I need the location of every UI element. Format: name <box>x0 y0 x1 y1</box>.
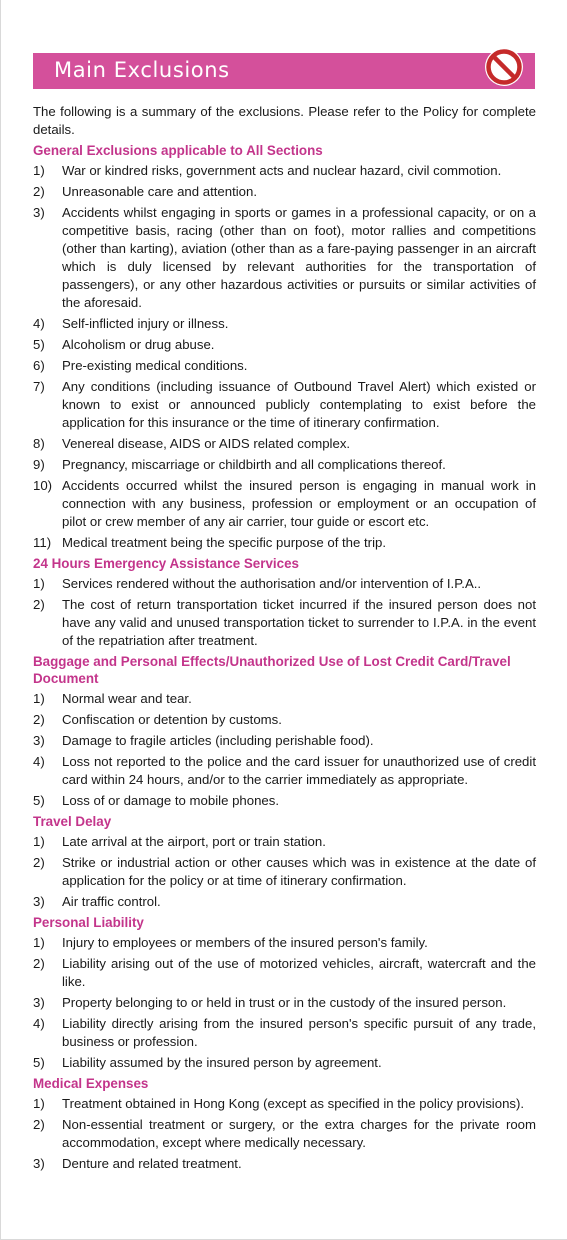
item-number: 4) <box>33 1016 45 1031</box>
section-title: Baggage and Personal Effects/Unauthorized Use of Lost Credit Card/Travel Document <box>33 654 511 686</box>
item-text: Pre-existing medical conditions. <box>62 358 248 373</box>
list-item <box>33 477 536 531</box>
item-number: 3) <box>33 995 45 1010</box>
list-item <box>33 357 536 375</box>
item-number: 1) <box>33 163 45 178</box>
item-number: 9) <box>33 457 45 472</box>
item-text: Air traffic control. <box>62 894 161 909</box>
section-banner <box>33 53 535 89</box>
list-item <box>33 833 536 851</box>
list-item <box>33 1116 536 1152</box>
item-number: 1) <box>33 576 45 591</box>
item-text: Any conditions (including issuance of Outbound Travel Alert) which existed or known to exist or announced publicly contemplating to exist before the application for this insurance or the time of itinerary confirmation. <box>62 379 536 430</box>
item-number: 3) <box>33 1156 45 1171</box>
item-text: Alcoholism or drug abuse. <box>62 337 215 352</box>
item-text: Loss of or damage to mobile phones. <box>62 793 279 808</box>
list-item <box>33 575 536 593</box>
list-item <box>33 204 536 312</box>
section-title: Medical Expenses <box>33 1076 149 1091</box>
item-text: Injury to employees or members of the insured person's family. <box>62 935 428 950</box>
item-text: The cost of return transportation ticket incurred if the insured person does not have any valid and unused transportation ticket to surrender to I.P.A. in the event of the repatriation after treatment. <box>62 597 536 648</box>
section-title: General Exclusions applicable to All Sections <box>33 143 323 158</box>
section-title: 24 Hours Emergency Assistance Services <box>33 556 299 571</box>
item-number: 4) <box>33 754 45 769</box>
item-number: 3) <box>33 205 45 220</box>
item-number: 2) <box>33 855 45 870</box>
list-item <box>33 792 536 810</box>
item-text: Non-essential treatment or surgery, or the extra charges for the private room accommodation, except where medically necessary. <box>62 1117 536 1150</box>
intro-text: The following is a summary of the exclusions. Please refer to the Policy for complete details. <box>33 104 536 137</box>
item-number: 5) <box>33 1055 45 1070</box>
item-number: 2) <box>33 184 45 199</box>
exclusion-section <box>33 653 536 810</box>
item-text: Pregnancy, miscarriage or childbirth and all complications thereof. <box>62 457 446 472</box>
exclusion-section <box>33 555 536 650</box>
list-item <box>33 893 536 911</box>
list-item <box>33 753 536 789</box>
list-item <box>33 955 536 991</box>
item-text: Loss not reported to the police and the card issuer for unauthorized use of credit card within 24 hours, and/or to the carrier immediately as appropriate. <box>62 754 536 787</box>
list-item <box>33 336 536 354</box>
item-number: 3) <box>33 894 45 909</box>
item-text: Services rendered without the authorisation and/or intervention of I.P.A.. <box>62 576 482 591</box>
item-text: Self-inflicted injury or illness. <box>62 316 229 331</box>
list-item <box>33 1054 536 1072</box>
item-text: Confiscation or detention by customs. <box>62 712 282 727</box>
list-item <box>33 456 536 474</box>
item-text: Normal wear and tear. <box>62 691 192 706</box>
item-number: 2) <box>33 712 45 727</box>
item-text: Unreasonable care and attention. <box>62 184 258 199</box>
list-item <box>33 711 536 729</box>
list-item <box>33 315 536 333</box>
exclusion-section <box>33 813 536 911</box>
list-item <box>33 183 536 201</box>
item-number: 2) <box>33 1117 45 1132</box>
item-text: Damage to fragile articles (including perishable food). <box>62 733 374 748</box>
item-text: Denture and related treatment. <box>62 1156 242 1171</box>
item-number: 6) <box>33 358 45 373</box>
item-text: Late arrival at the airport, port or train station. <box>62 834 326 849</box>
section-title: Travel Delay <box>33 814 112 829</box>
item-text: War or kindred risks, government acts and nuclear hazard, civil commotion. <box>62 163 502 178</box>
list-item <box>33 732 536 750</box>
no-entry-icon <box>484 47 524 87</box>
exclusion-section <box>33 914 536 1072</box>
page-title: Main Exclusions <box>54 58 230 82</box>
item-text: Treatment obtained in Hong Kong (except as specified in the policy provisions). <box>62 1096 525 1111</box>
item-text: Accidents occurred whilst the insured person is engaging in manual work in connection with any business, profession or employment or an occupation of pilot or crew member of any air carrier, tour guide or escort etc. <box>62 478 536 529</box>
item-number: 11) <box>33 535 52 550</box>
list-item <box>33 534 536 552</box>
item-text: Venereal disease, AIDS or AIDS related complex. <box>62 436 351 451</box>
list-item <box>33 435 536 453</box>
item-number: 3) <box>33 733 45 748</box>
list-item <box>33 854 536 890</box>
exclusion-section <box>33 1075 536 1173</box>
list-item <box>33 1155 536 1173</box>
list-item <box>33 596 536 650</box>
item-number: 2) <box>33 956 45 971</box>
item-number: 8) <box>33 436 45 451</box>
list-item <box>33 690 536 708</box>
item-number: 1) <box>33 691 45 706</box>
item-number: 1) <box>33 1096 45 1111</box>
item-text: Strike or industrial action or other causes which was in existence at the date of application for the policy or at time of itinerary confirmation. <box>62 855 536 888</box>
item-text: Liability directly arising from the insured person's specific pursuit of any trade, business or profession. <box>62 1016 536 1049</box>
exclusions-content <box>33 103 536 1176</box>
list-item <box>33 994 536 1012</box>
exclusion-sections <box>33 142 536 1173</box>
item-text: Property belonging to or held in trust or in the custody of the insured person. <box>62 995 507 1010</box>
item-text: Liability assumed by the insured person by agreement. <box>62 1055 382 1070</box>
item-number: 5) <box>33 793 45 808</box>
item-number: 10) <box>33 478 53 493</box>
item-number: 5) <box>33 337 45 352</box>
item-text: Liability arising out of the use of motorized vehicles, aircraft, watercraft and the like. <box>62 956 536 989</box>
section-title: Personal Liability <box>33 915 144 930</box>
list-item <box>33 934 536 952</box>
list-item <box>33 1015 536 1051</box>
item-number: 7) <box>33 379 45 394</box>
item-number: 4) <box>33 316 45 331</box>
item-text: Accidents whilst engaging in sports or games in a professional capacity, or on a competitive basis, racing (other than on foot), motor rallies and competitions (other than karting), aviation (other than as a fare-paying passenger in an aircraft which is duly licensed by relevant authorities for the transportation of passengers), or any other hazardous activities or pursuits or similar activities of the aforesaid. <box>62 205 536 310</box>
list-item <box>33 378 536 432</box>
item-number: 1) <box>33 935 45 950</box>
list-item <box>33 162 536 180</box>
list-item <box>33 1095 536 1113</box>
exclusion-section <box>33 142 536 552</box>
item-text: Medical treatment being the specific purpose of the trip. <box>62 535 387 550</box>
item-number: 2) <box>33 597 45 612</box>
item-number: 1) <box>33 834 45 849</box>
